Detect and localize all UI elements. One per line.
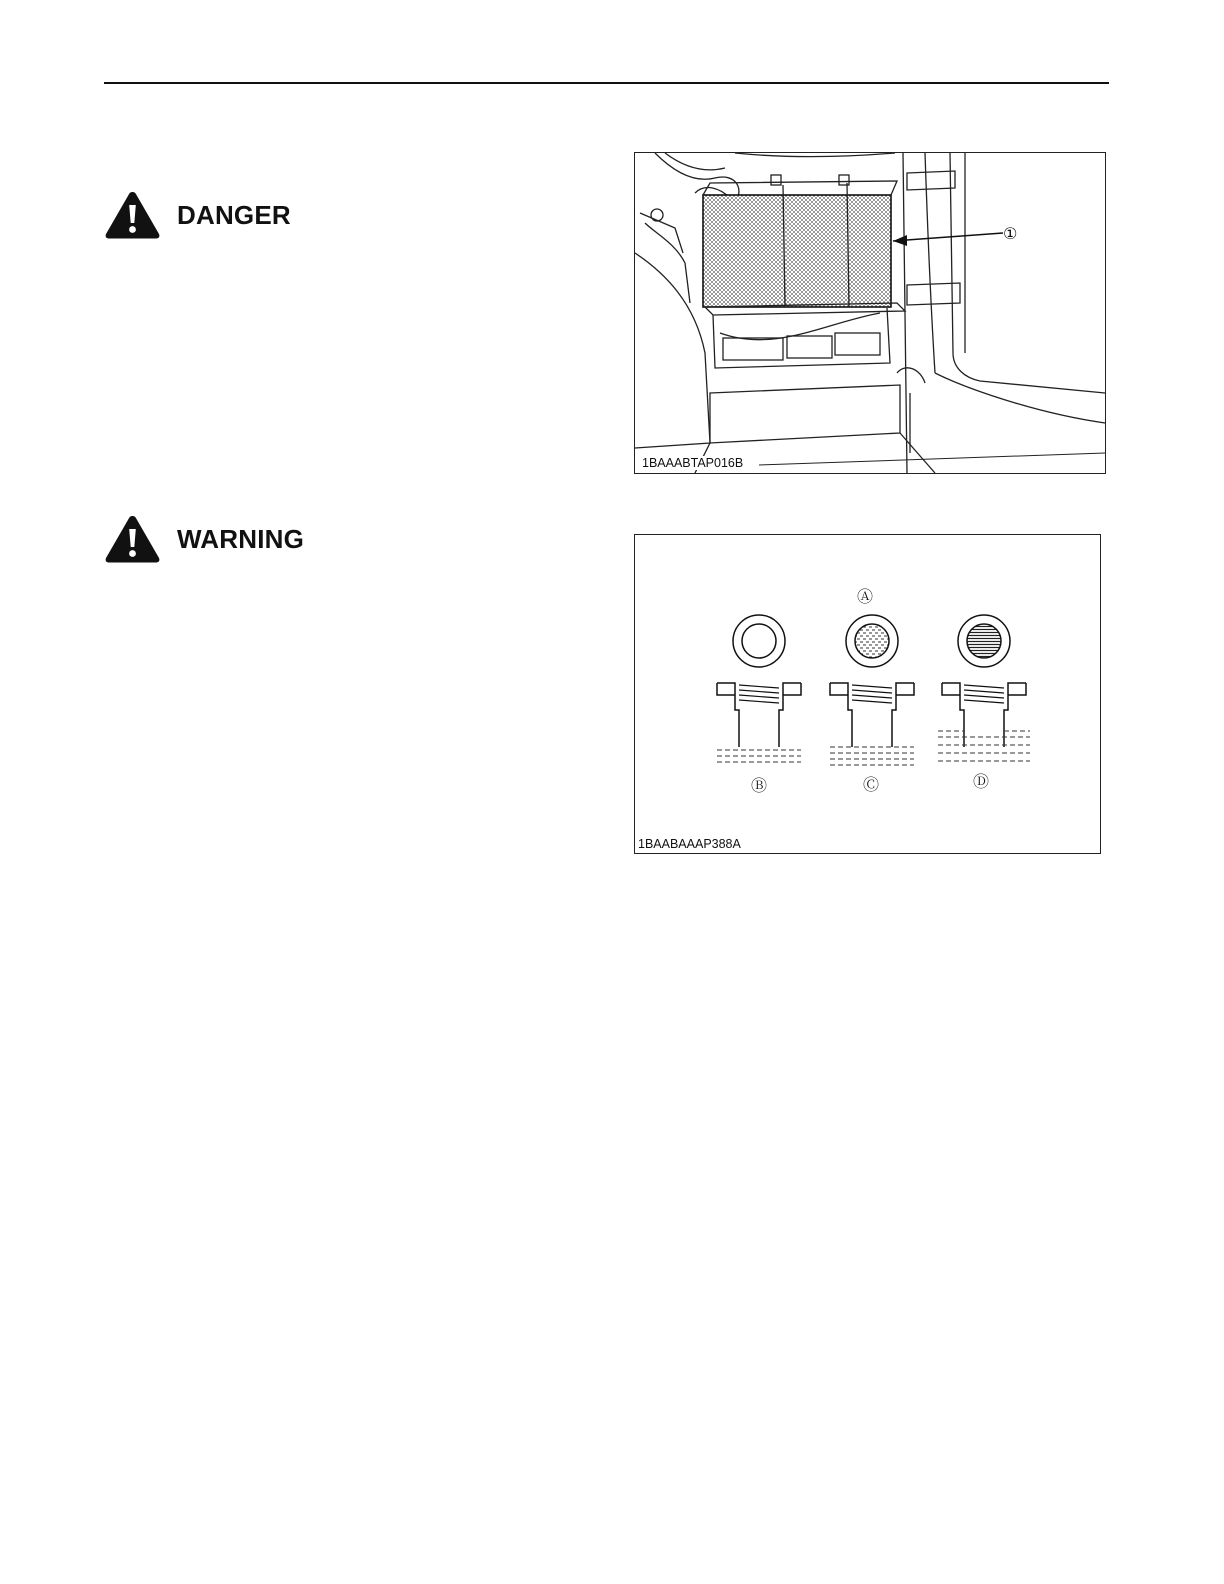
warning-triangle-icon: [104, 514, 161, 564]
top-rule: [104, 82, 1109, 84]
hydrometer-illustration: [635, 535, 1100, 853]
callout-a: Ⓐ: [857, 587, 874, 606]
callout-b: Ⓑ: [751, 776, 768, 795]
battery-illustration: [635, 153, 1105, 473]
battery-location-figure: [634, 152, 1106, 474]
figure-code: 1BAABAAAP388A: [638, 837, 741, 851]
callout-1: ①: [1003, 224, 1018, 243]
figure-code: 1BAAABTAP016B: [642, 456, 744, 470]
warning-triangle-icon: [104, 190, 161, 240]
callout-c: Ⓒ: [863, 775, 880, 794]
hydrometer-figure: [634, 534, 1101, 854]
callout-d: Ⓓ: [973, 772, 990, 791]
danger-label: DANGER: [177, 199, 291, 230]
warning-alert: [104, 514, 304, 564]
warning-label: WARNING: [177, 523, 305, 554]
danger-alert: [104, 190, 291, 240]
